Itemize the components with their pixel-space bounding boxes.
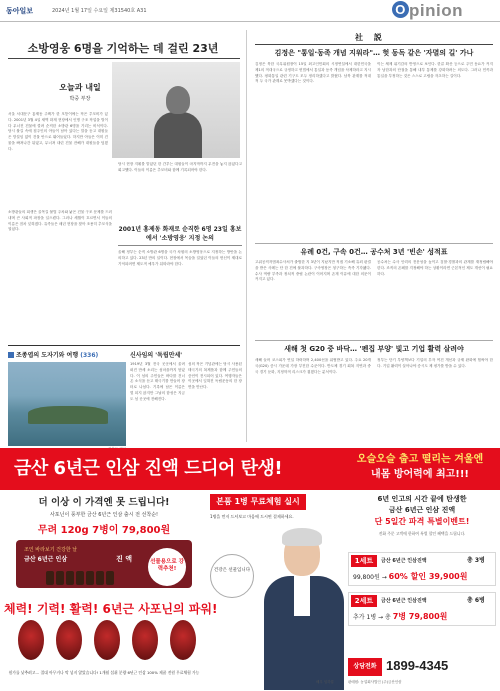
phone-label: 상담전화 — [348, 658, 382, 676]
column-header — [45, 82, 115, 102]
editorial-body: 이는 체제 위기감의 반영으로 보인다. 한류 확산 등으로 주민 동요가 커지자 남한과의 단절을 통해 내부 통제를 강화하려는 의도다. 그러나 민족과 통일을 부정하는 것은 스스로 고립을 자초하는 길이다. — [377, 62, 493, 78]
divider — [255, 44, 493, 45]
divider — [255, 243, 493, 244]
photo-figure-head — [166, 86, 190, 114]
bottle-icon — [46, 571, 54, 585]
article-body: 올해 정부는 순직 소방관 6명을 국가 차원의 소방영웅으로 지정하는 방안을 논의하고 있다. 23년 만의 일이다. 현장에서 목숨을 걸었던 이들의 헌신이 제대로 기억되려면 제도적 예우가 뒤따라야 한다. — [118, 250, 242, 266]
editorial-body: 공수처는 수사 인력의 전문성을 높이고 검찰·경찰과의 관계를 재정립해야 한다. 조직의 존폐를 걱정해야 하는 상황이라면 근본적인 제도 개선이 필요하다. — [377, 260, 493, 276]
bottle-icon — [96, 571, 104, 585]
ad-note: 원가를 낮추려고… 절대 아무거나 막 넣지 않았습니다! 1개월 섭취 분량 6년근 인삼 100% 제품 전원 무료체험 가능 — [8, 670, 200, 675]
ad-banner — [0, 448, 500, 490]
ginseng-icon — [18, 620, 44, 660]
divider — [255, 340, 493, 341]
set-price-old: 추가 1병 → 총 — [353, 614, 391, 621]
set-tag: 1세트 — [351, 555, 377, 567]
set-price-new: 60% 할인 39,900원 — [388, 572, 468, 581]
ad-offer-title: 더 이상 이 가격엔 못 드립니다! — [38, 497, 170, 508]
ad-tagline-2: 내몸 방어력에 최고!!! — [371, 469, 469, 480]
pricing-title-1: 6년 인고의 시간 끝에 탄생한 — [377, 495, 467, 503]
set-price-old: 99,800원 → — [353, 574, 387, 581]
bottle-icon — [86, 571, 94, 585]
feature-series-name: 조종엽의 도자기와 여행 — [16, 352, 79, 359]
set-name: 금산 6년근 인삼진액 — [381, 598, 427, 604]
product-box-name: 금산 6년근 인삼 — [24, 556, 68, 563]
photo-island — [28, 406, 108, 424]
divider — [8, 58, 240, 59]
divider — [8, 345, 240, 346]
ginseng-icon — [170, 620, 196, 660]
editorial-body: 고위공직자범죄수사처가 출범한 지 3년이 지났지만 직접 기소해 유죄 판결을 받은 사례는 단 한 건에 불과하다. 구속영장은 청구하는 족족 기각됐다. 수사 역량 부족과 정치적 중립 논란이 이어지며 존재 이유에 대한 의문이 커지고 있다. — [255, 260, 371, 282]
set-name: 금산 6년근 인삼진액 — [381, 558, 427, 564]
ginseng-icon — [94, 620, 120, 660]
issue-date: 2024년 1월 17일 수요일 제31540호 A31 — [52, 8, 147, 14]
ad-tagline-1: 오슬오슬 춥고 떨리는 겨울엔 — [356, 454, 484, 465]
column-name: 오늘과 내일 — [59, 83, 101, 92]
bottle-icon — [66, 571, 74, 585]
product-box-type: 진 액 — [116, 555, 132, 563]
page-header — [0, 0, 500, 22]
person-shirt — [294, 576, 310, 616]
feature-body: 1919년 3월 전국 곳곳에서 울려 퍼진 만세 소리는 섬마을까지 닿았다. 이 섬의 주민들은 바다를 건너 온 소식을 듣고 태극기를 만들어 장터로 나섰다. 기록에 남은 이름은 몇 되지 않지만 그날의 함성은 지금도 섬 곳곳에 전해진다. — [130, 362, 185, 401]
free-trial-badge: 본품 1병 무료체험 실시 — [210, 494, 306, 510]
order-phone — [348, 656, 496, 678]
article-body: 당시 현장 지휘를 맡았던 한 간부는 대원들이 마지막까지 무전을 놓지 않았다고 회고했다. 이들의 이름은 추모비와 함께 기록되어야 한다. — [118, 162, 242, 172]
person-hair — [282, 528, 322, 546]
bottle-icon — [106, 571, 114, 585]
feature-title: 신사임의 '독립만세' — [130, 352, 183, 359]
byline: 박중 부장 — [69, 96, 91, 102]
bottle-icon — [56, 571, 64, 585]
newspaper-logo: 동아일보 — [6, 7, 34, 15]
free-trial-note: 1병을 먼저 드셔보고 마음에 드시면 결제하세요. — [210, 514, 294, 519]
section-title-o: O — [392, 1, 409, 18]
ad-spokesperson — [206, 494, 346, 690]
ginseng-images — [12, 620, 202, 666]
article-subheading: 2001년 홍제동 화재로 순직한 6명 23일 홍보에서 '소방영웅' 지정 논의 — [118, 226, 242, 242]
speech-bubble: 건강은 선물입니다 — [210, 554, 254, 598]
editorial-title: 유례 0건, 구속 0건… 공수처 3년 '빈손' 성적표 — [300, 248, 448, 256]
ad-offer — [4, 494, 218, 690]
editorial-body: 새해 들어 코스피가 연일 하락하며 2,400선을 위협받고 있다. 주요 20개국(G20) 증시 가운데 가장 부진한 수준이다. 반도체 경기 회복 지연과 중국 경기 둔화, 지정학적 리스크가 겹쳤다는 분석이다. — [255, 358, 371, 374]
article-body: 서울 서대문구 홍제동 주택가 한 모퉁이에는 작은 추모비가 있다. 2001년 3월 4일 새벽 화재 현장에서 인명 구조 작업을 벌이다 무너진 건물에 깔려 순직한 소방관 6명을 기리는 비석이다. 당시 불길 속에 집주인의 아들이 남아 있다는 말을 듣고 대원들은 망설임 없이 건물 안으로 뛰어들었다. 하지만 아들은 이미 건물을 빠져나간 뒤였고, 무너져 내린 건물 잔해가 대원들을 덮쳤다. — [8, 112, 108, 151]
feature-photo — [8, 362, 126, 446]
ginseng-icon — [56, 620, 82, 660]
set-price — [353, 611, 447, 622]
divider — [118, 245, 242, 246]
spokesperson-photo — [262, 524, 346, 690]
editorial-body: 정부는 단기 부양책보다 기업의 투자 여건 개선과 규제 완화에 힘써야 한다. 기업 활력이 살아나야 증시도 제 평가를 받을 수 있다. — [377, 358, 493, 368]
bottle-icon — [76, 571, 84, 585]
author-photo — [112, 62, 240, 158]
square-icon — [8, 352, 14, 358]
article-title: 소방영웅 6명을 기억하는 데 걸린 23년 — [27, 42, 219, 55]
column-divider — [246, 30, 247, 442]
product-box — [16, 540, 192, 588]
ad-pricing — [348, 494, 496, 690]
advertisement — [0, 448, 500, 691]
set-tag: 2세트 — [351, 595, 377, 607]
editorial-title: 김정은 "통일·동족 개념 지워라"… 헛 동독 같은 '자멸의 길' 가나 — [274, 49, 474, 57]
set-price — [353, 571, 467, 582]
photo-figure-body — [154, 112, 202, 158]
pricing-set-2 — [348, 592, 496, 626]
product-box-tagline: 조인 바라보기 건강한 날 — [24, 547, 78, 553]
ad-power-headline: 체력! 기력! 활력! 6년근 사포닌의 파워! — [4, 602, 218, 616]
editorial-body: 김정은 북한 국무위원장이 15일 최고인민회의 시정연설에서 대한민국을 제1의 적대국으로 규정하고 헌법에서 통일과 동족 개념을 삭제하라고 지시했다. 평화통일 관련 기구도 모두 정리하겠다고 밝혔다. 남북 관계를 적대적 두 국가 관계로 못박겠다는 것이다. — [255, 62, 371, 84]
feature-body: 섬의 작은 기념관에는 당시 사용된 태극기의 복제품과 함께 주민들의 증언이 전시되어 있다. 여행자들은 이곳에서 잊혀진 독립운동의 한 장면을 만난다. — [188, 362, 242, 390]
editorial-label: 社 説 — [355, 33, 386, 42]
pricing-set-1 — [348, 552, 496, 586]
set-count: 총 6병 — [467, 597, 485, 604]
set-count: 총 3병 — [467, 557, 485, 564]
section-title-rest: pinion — [409, 1, 463, 20]
ad-headline: 금산 6년근 인삼 진액 드디어 탄생! — [14, 458, 283, 479]
ad-offer-sub: 사포닌이 풍부한 금산 6년근 인삼 출시 전 선착순! — [49, 512, 159, 518]
article-body: 소방관들의 희생은 골목길 불법 주차와 낡은 건물 구조 문제를 드러내며 큰 사회적 파장을 일으켰다. 그러나 세월이 흐르면서 이들의 이름은 점차 잊혀졌다. 유족들은 매년 현장을 찾아 조용히 추모식을 열었다. — [8, 210, 112, 232]
editorial-title: 새해 첫 G20 중 바닥… '펜집 부양' 빛고 기업 활력 살려야 — [284, 345, 464, 353]
section-title — [392, 1, 463, 21]
gift-badge: 선물용으로 강력추천! — [148, 548, 186, 586]
pricing-note: 전화 주문 고객에 한하여 특별 할인 혜택을 드립니다. — [378, 531, 466, 536]
feature-series-number: (336) — [80, 352, 99, 359]
seller-info: 판매원: 농업회사법인 (주)금산인삼 — [348, 680, 402, 684]
ad-tagline — [346, 452, 494, 482]
pricing-title-2: 금산 6년근 인삼 진액 — [388, 506, 456, 514]
phone-number: 1899-4345 — [386, 658, 449, 673]
product-bottles — [46, 570, 126, 584]
ginseng-icon — [132, 620, 158, 660]
feature-series — [8, 350, 98, 359]
pricing-event: 단 5일간 파격 특별이벤트! — [374, 517, 470, 526]
spokesperson-name: 배우 임하룡 — [316, 680, 335, 684]
set-price-new: 7병 79,800원 — [392, 612, 448, 621]
ad-offer-price: 무려 120g 7병이 79,800원 — [37, 525, 171, 536]
